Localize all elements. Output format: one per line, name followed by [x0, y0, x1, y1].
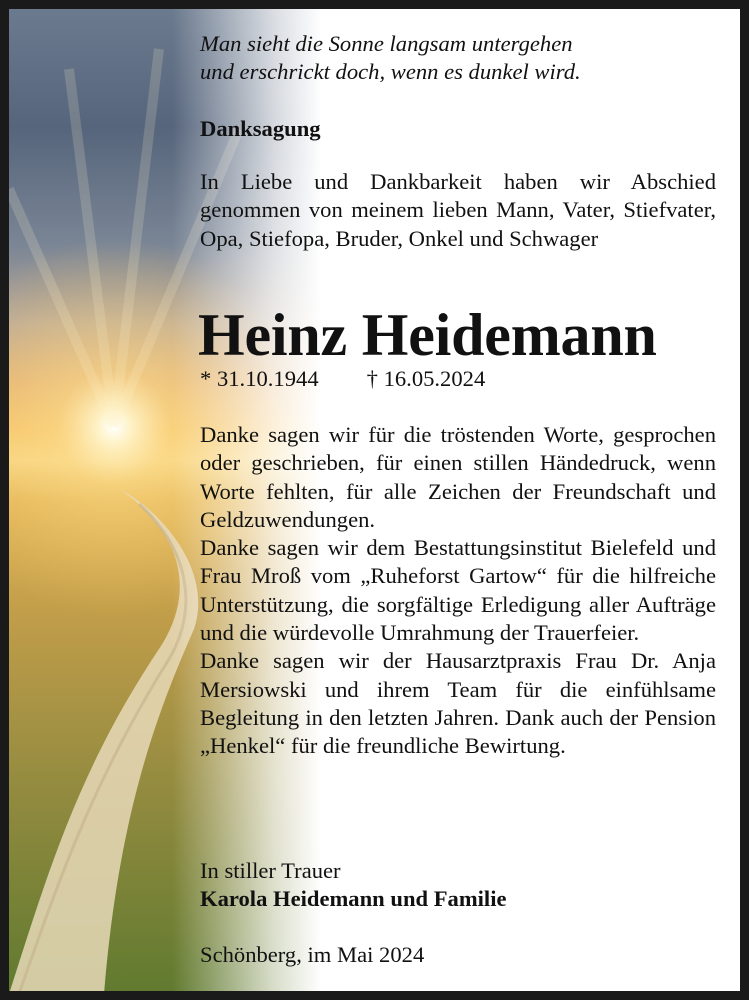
heading-danksagung: Danksagung: [200, 116, 321, 141]
deceased-name: Heinz Heidemann: [198, 302, 657, 368]
mourning-line: In stiller Trauer: [200, 858, 341, 883]
place-date: Schönberg, im Mai 2024: [200, 942, 425, 967]
intro-paragraph: In Liebe und Dankbarkeit haben wir Abschied genommen von meinem lieben Mann, Vater, Stiefvater, Opa, Stiefopa, Bruder, Onkel und Schwager: [200, 169, 716, 251]
motto-quote: Man sieht die Sonne langsam untergehen und erschrickt doch, wenn es dunkel wird.: [200, 31, 581, 84]
life-dates: [200, 365, 485, 393]
thanks-paragraph: Danke sagen wir für die tröstenden Worte, gesprochen oder geschrieben, für einen stillen Händedruck, wenn Worte fehlten, für alle Zeichen der Freundschaft und Geldzuwendungen.: [200, 422, 716, 532]
birth-date: * 31.10.1944: [200, 366, 319, 391]
thanks-text: [200, 421, 716, 761]
death-date: † 16.05.2024: [366, 366, 486, 391]
thanks-paragraph: Danke sagen wir der Hausarztpraxis Frau Dr. Anja Mersiowski und ihrem Team für die einfühlsame Begleitung in den letzten Jahren. Dank auch der Pension „Henkel“ für die freundliche Bewirtung.: [200, 648, 716, 759]
family-signature: Karola Heidemann und Familie: [200, 886, 507, 911]
thanks-paragraph: Danke sagen wir dem Bestattungsinstitut Bielefeld und Frau Mroß vom „Ruheforst Gartow“ für die hilfreiche Unterstützung, die sorgfältige Erledigung aller Aufträge und die würdevolle Umrahmung der Trauerfeier.: [200, 535, 716, 646]
